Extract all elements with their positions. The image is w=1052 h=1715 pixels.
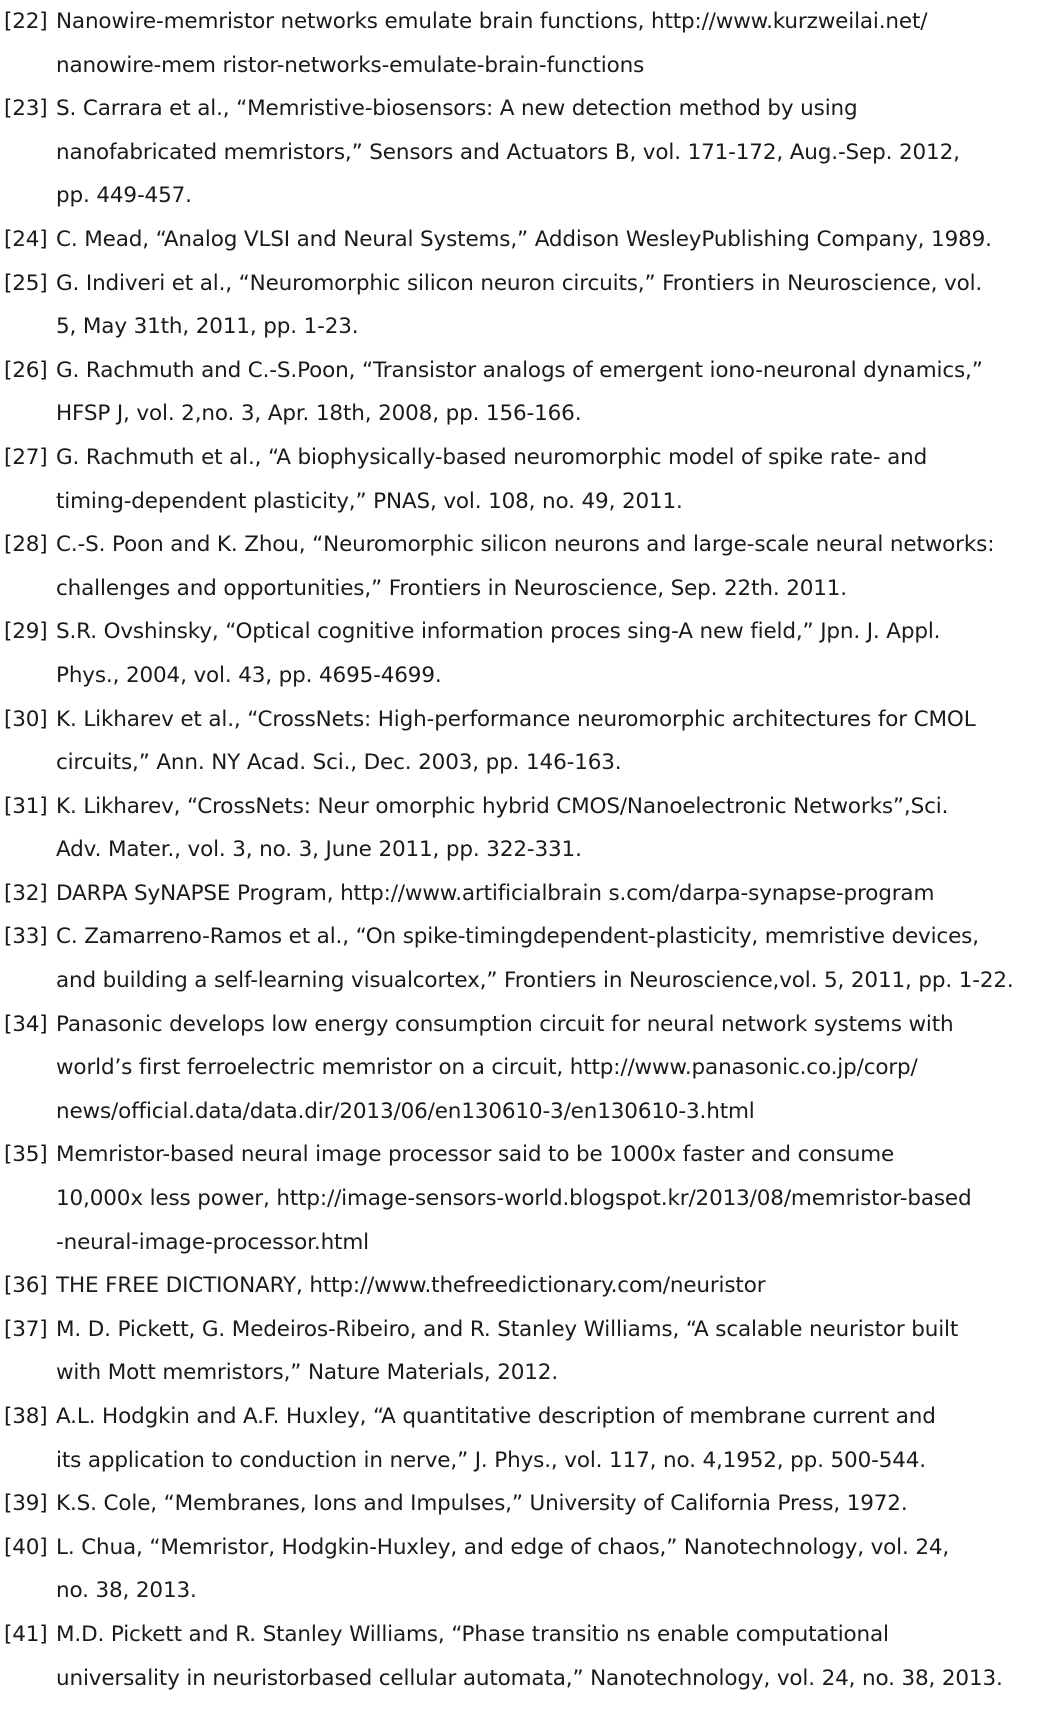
reference-entry [4, 1003, 1040, 1134]
reference-entry [4, 1133, 1040, 1264]
reference-entry [4, 1482, 1040, 1526]
reference-line: and building a self-learning visualcortex,” Frontiers in Neuroscience,vol. 5, 2011, pp. 1-22. [56, 968, 1014, 994]
reference-line: C. Mead, “Analog VLSI and Neural Systems,” Addison WesleyPublishing Company, 1989. [56, 226, 992, 252]
reference-line: Adv. Mater., vol. 3, no. 3, June 2011, pp. 322-331. [56, 837, 582, 863]
reference-entry [4, 436, 1040, 523]
reference-line: G. Rachmuth et al., “A biophysically-based neuromorphic model of spike rate- and [56, 444, 928, 470]
reference-entry [4, 785, 1040, 872]
reference-number: [26] [4, 357, 48, 383]
reference-number: [35] [4, 1142, 48, 1168]
reference-number: [30] [4, 706, 48, 732]
reference-text [56, 610, 1040, 697]
reference-line: C. Zamarreno-Ramos et al., “On spike-timingdependent-plasticity, memristive devices, [56, 924, 979, 950]
reference-line: Phys., 2004, vol. 43, pp. 4695-4699. [56, 662, 442, 688]
reference-number: [41] [4, 1621, 48, 1647]
reference-number: [29] [4, 619, 48, 645]
reference-number: [33] [4, 924, 48, 950]
reference-number: [23] [4, 96, 48, 122]
reference-entry [4, 1526, 1040, 1613]
reference-number: [37] [4, 1316, 48, 1342]
reference-line: K. Likharev, “CrossNets: Neur omorphic hybrid CMOS/Nanoelectronic Networks”,Sci. [56, 793, 949, 819]
reference-line: HFSP J, vol. 2,no. 3, Apr. 18th, 2008, pp. 156-166. [56, 401, 582, 427]
reference-line: C.-S. Poon and K. Zhou, “Neuromorphic silicon neurons and large-scale neural networks: [56, 532, 995, 558]
reference-text [56, 1526, 1040, 1613]
reference-entry [4, 610, 1040, 697]
reference-number: [22] [4, 9, 48, 34]
reference-text [56, 87, 1040, 218]
reference-entry [4, 872, 1040, 916]
reference-number: [40] [4, 1534, 48, 1560]
reference-line: G. Indiveri et al., “Neuromorphic silicon neuron circuits,” Frontiers in Neuroscience, vol. [56, 270, 983, 296]
reference-line: timing-dependent plasticity,” PNAS, vol. 108, no. 49, 2011. [56, 488, 683, 514]
reference-text [56, 523, 1040, 610]
reference-entry [4, 1395, 1040, 1482]
reference-text [56, 1308, 1040, 1395]
reference-entry [4, 1308, 1040, 1395]
reference-text [56, 1613, 1040, 1700]
reference-text [56, 1133, 1040, 1264]
reference-text [56, 1003, 1040, 1134]
reference-entry [4, 262, 1040, 349]
reference-text [56, 785, 1040, 872]
reference-entry [4, 349, 1040, 436]
reference-text [56, 698, 1040, 785]
reference-text [56, 915, 1040, 1002]
reference-line: S.R. Ovshinsky, “Optical cognitive information proces sing-A new field,” Jpn. J. Appl. [56, 619, 941, 645]
reference-entry [4, 915, 1040, 1002]
reference-number: [38] [4, 1404, 48, 1429]
reference-line: Memristor-based neural image processor said to be 1000x faster and consume [56, 1142, 895, 1168]
reference-entry [4, 0, 1040, 87]
reference-line: challenges and opportunities,” Frontiers in Neuroscience, Sep. 22th. 2011. [56, 575, 847, 601]
reference-number: [24] [4, 226, 48, 252]
reference-number: [36] [4, 1273, 48, 1299]
reference-line: Panasonic develops low energy consumption circuit for neural network systems with [56, 1011, 954, 1037]
reference-line: its application to conduction in nerve,” J. Phys., vol. 117, no. 4,1952, pp. 500-544. [56, 1447, 926, 1473]
reference-line: M. D. Pickett, G. Medeiros-Ribeiro, and R. Stanley Williams, “A scalable neuristor built [56, 1316, 959, 1342]
reference-number: [27] [4, 444, 48, 470]
reference-line: 10,000x less power, http://image-sensors-world.blogspot.kr/2013/08/memristor-based [56, 1186, 972, 1212]
reference-number: [39] [4, 1491, 48, 1517]
reference-line: L. Chua, “Memristor, Hodgkin-Huxley, and edge of chaos,” Nanotechnology, vol. 24, [56, 1534, 950, 1560]
reference-line: with Mott memristors,” Nature Materials, 2012. [56, 1360, 559, 1386]
reference-line: M.D. Pickett and R. Stanley Williams, “Phase transitio ns enable computational [56, 1621, 889, 1647]
reference-text [56, 218, 1040, 262]
reference-line: world’s first ferroelectric memristor on a circuit, http://www.panasonic.co.jp/corp/ [56, 1055, 918, 1081]
reference-line: Nanowire-memristor networks emulate brain functions, http://www.kurzweilai.net/ [56, 9, 928, 34]
reference-text [56, 1482, 1040, 1526]
reference-text [56, 0, 1040, 87]
reference-line: nanofabricated memristors,” Sensors and Actuators B, vol. 171-172, Aug.-Sep. 2012, [56, 139, 960, 165]
reference-line: G. Rachmuth and C.-S.Poon, “Transistor analogs of emergent iono-neuronal dynamics,” [56, 357, 983, 383]
reference-number: [34] [4, 1011, 48, 1037]
reference-entry [4, 1613, 1040, 1700]
reference-line: no. 38, 2013. [56, 1578, 197, 1604]
reference-line: THE FREE DICTIONARY, http://www.thefreedictionary.com/neuristor [56, 1273, 766, 1299]
reference-list [4, 0, 1040, 1700]
reference-line: S. Carrara et al., “Memristive-biosensors: A new detection method by using [56, 96, 858, 122]
reference-number: [25] [4, 270, 48, 296]
reference-line: DARPA SyNAPSE Program, http://www.artificialbrain s.com/darpa-synapse-program [56, 880, 935, 906]
reference-number: [31] [4, 793, 48, 819]
reference-text [56, 349, 1040, 436]
reference-text [56, 1395, 1040, 1482]
reference-entry [4, 1264, 1040, 1308]
reference-entry [4, 698, 1040, 785]
reference-line: -neural-image-processor.html [56, 1229, 369, 1255]
reference-entry [4, 523, 1040, 610]
reference-text [56, 872, 1040, 916]
reference-line: news/official.data/data.dir/2013/06/en130610-3/en130610-3.html [56, 1098, 755, 1124]
reference-line: pp. 449-457. [56, 183, 192, 209]
reference-entry [4, 87, 1040, 218]
reference-line: 5, May 31th, 2011, pp. 1-23. [56, 314, 359, 340]
reference-entry [4, 218, 1040, 262]
reference-text [56, 436, 1040, 523]
reference-line: universality in neuristorbased cellular automata,” Nanotechnology, vol. 24, no. 38, 2013. [56, 1665, 1003, 1691]
reference-line: circuits,” Ann. NY Acad. Sci., Dec. 2003, pp. 146-163. [56, 750, 622, 776]
reference-text [56, 1264, 1040, 1308]
reference-number: [32] [4, 880, 48, 906]
reference-line: nanowire-mem ristor-networks-emulate-brain-functions [56, 52, 645, 78]
reference-line: K.S. Cole, “Membranes, Ions and Impulses,” University of California Press, 1972. [56, 1491, 908, 1517]
reference-line: K. Likharev et al., “CrossNets: High-performance neuromorphic architectures for CMOL [56, 706, 976, 732]
reference-line: A.L. Hodgkin and A.F. Huxley, “A quantitative description of membrane current and [56, 1404, 936, 1429]
reference-text [56, 262, 1040, 349]
reference-number: [28] [4, 532, 48, 558]
